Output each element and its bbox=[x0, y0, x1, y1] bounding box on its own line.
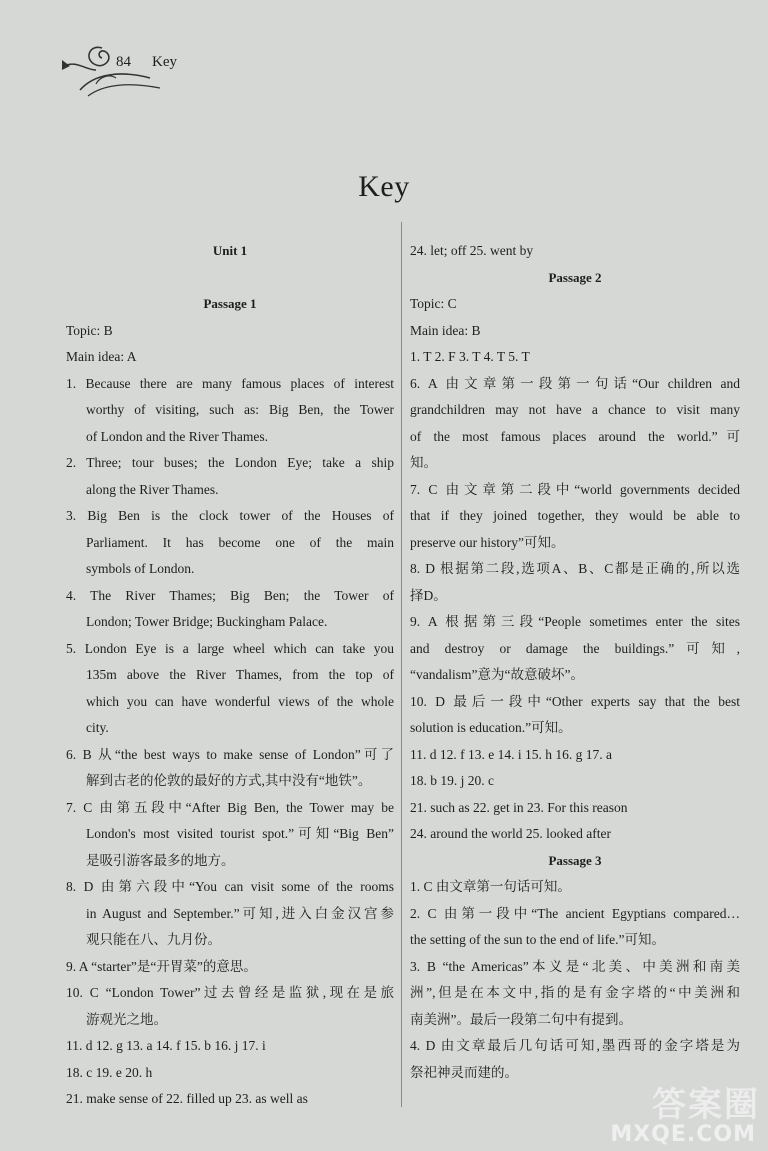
answer-line: of London and the River Thames. bbox=[86, 428, 268, 444]
answer-line: 4. The River Thames; Big Ben; the Tower of bbox=[66, 587, 394, 603]
answer-line: “vandalism”意为“故意破坏”。 bbox=[410, 667, 584, 682]
watermark bbox=[610, 1077, 760, 1147]
answer-line bbox=[66, 265, 394, 292]
answer-line: 择D。 bbox=[410, 587, 447, 603]
left-column bbox=[66, 238, 394, 1113]
answer-line: of the most famous places around the world.”可 bbox=[410, 428, 740, 444]
answer-line: Topic: B bbox=[66, 322, 113, 338]
answer-line: 5. London Eye is a large wheel which can take you bbox=[66, 640, 394, 656]
answer-line: Main idea: B bbox=[410, 322, 481, 338]
answer-line: 游观光之地。 bbox=[86, 1011, 167, 1027]
answer-line: 11. d 12. f 13. e 14. i 15. h 16. g 17. a bbox=[410, 746, 612, 762]
answer-line: symbols of London. bbox=[86, 561, 195, 576]
answer-line: 10. C “London Tower”过去曾经是监狱,现在是旅 bbox=[66, 985, 394, 1000]
answer-line: 2. Three; tour buses; the London Eye; take a ship bbox=[66, 455, 394, 470]
answer-line: 南美洲”。最后一段第二句中有提到。 bbox=[410, 1011, 632, 1027]
watermark-logo-text: 答案圈 bbox=[652, 1085, 760, 1125]
answer-line: 4. D 由文章最后几句话可知,墨西哥的金字塔是为 bbox=[410, 1038, 740, 1053]
answer-line: 观只能在八、九月份。 bbox=[86, 932, 221, 947]
answer-line: 是吸引游客最多的地方。 bbox=[86, 852, 235, 868]
header-label: Key bbox=[152, 54, 177, 70]
section-heading: Passage 3 bbox=[548, 852, 602, 868]
answer-line: 3. Big Ben is the clock tower of the Houses of bbox=[66, 508, 394, 523]
answer-line: 解到古老的伦敦的最好的方式,其中没有“地铁”。 bbox=[86, 773, 372, 788]
page-title: Key bbox=[358, 170, 410, 203]
answer-line: that if they joined together, they would be able to bbox=[410, 508, 740, 523]
answer-line: the setting of the sun to the end of life.”可知。 bbox=[410, 932, 665, 947]
section-heading: Passage 1 bbox=[203, 296, 257, 311]
answer-line: London's most visited tourist spot.”可知“Big Ben” bbox=[86, 826, 394, 841]
answer-line: 2. C 由第一段中“The ancient Egyptians compared… bbox=[410, 905, 740, 921]
answer-line: grandchildren may not have a chance to visit many bbox=[410, 402, 740, 417]
answer-line: 6. B 从“the best ways to make sense of London”可了 bbox=[66, 746, 394, 762]
section-heading: Passage 2 bbox=[548, 269, 602, 285]
answer-line: 7. C 由文章第二段中“world governments decided bbox=[410, 481, 740, 497]
answer-line: 11. d 12. g 13. a 14. f 15. b 16. j 17. i bbox=[66, 1038, 266, 1053]
answer-line: 洲”,但是在本文中,指的是有金字塔的“中美洲和 bbox=[410, 985, 740, 1000]
answer-line: 9. A 根据第三段“People sometimes enter the sites bbox=[410, 614, 740, 629]
answer-line: 祭祀神灵而建的。 bbox=[410, 1064, 518, 1080]
page-header bbox=[60, 40, 260, 110]
section-heading: Unit 1 bbox=[212, 243, 248, 258]
answer-line: 7. C 由第五段中“After Big Ben, the Tower may be bbox=[66, 799, 394, 815]
answer-line: city. bbox=[86, 720, 109, 735]
answer-line: 18. c 19. e 20. h bbox=[66, 1064, 153, 1080]
answer-line: worthy of visiting, such as: Big Ben, the Tower bbox=[86, 402, 394, 417]
answer-line: 21. such as 22. get in 23. For this reason bbox=[410, 799, 628, 815]
watermark-url: MXQE.COM bbox=[610, 1122, 756, 1147]
answer-line: 1. Because there are many famous places of interest bbox=[66, 375, 394, 391]
answer-line: in August and September.”可知,进入白金汉宫参 bbox=[86, 905, 394, 921]
answer-line: 21. make sense of 22. filled up 23. as well as bbox=[66, 1091, 308, 1106]
answer-line: London; Tower Bridge; Buckingham Palace. bbox=[86, 614, 328, 629]
right-column bbox=[410, 238, 740, 1086]
answer-line: and destroy or damage the buildings.”可知, bbox=[410, 640, 740, 656]
answer-line: 1. C 由文章第一句话可知。 bbox=[410, 879, 571, 894]
answer-line: 9. A “starter”是“开胃菜”的意思。 bbox=[66, 958, 257, 974]
answer-line: which you can have wonderful views of the whole bbox=[86, 693, 394, 709]
answer-line: 135m above the River Thames, from the top of bbox=[86, 667, 394, 682]
answer-line: 知。 bbox=[410, 455, 437, 470]
answer-line: 24. let; off 25. went by bbox=[410, 243, 534, 258]
answer-line: preserve our history”可知。 bbox=[410, 534, 565, 550]
answer-line: Parliament. It has become one of the main bbox=[86, 534, 394, 550]
page-number: 84 bbox=[116, 54, 131, 70]
answer-line: 1. T 2. F 3. T 4. T 5. T bbox=[410, 349, 530, 364]
answer-line: Main idea: A bbox=[66, 349, 137, 364]
decorative-flourish-icon bbox=[60, 40, 170, 102]
answer-line: Topic: C bbox=[410, 296, 457, 311]
answer-line: 8. D 由第六段中“You can visit some of the rooms bbox=[66, 879, 394, 894]
answer-line: 6. A 由文章第一段第一句话“Our children and bbox=[410, 375, 740, 391]
column-divider bbox=[401, 222, 402, 1107]
answer-line: 18. b 19. j 20. c bbox=[410, 773, 494, 788]
answer-line: 3. B “the Americas”本义是“北美、中美洲和南美 bbox=[410, 958, 740, 974]
answer-line: 8. D 根据第二段,选项A、B、C都是正确的,所以选 bbox=[410, 561, 740, 576]
answer-line: along the River Thames. bbox=[86, 481, 219, 497]
answer-line: 24. around the world 25. looked after bbox=[410, 826, 611, 841]
answer-line: solution is education.”可知。 bbox=[410, 720, 572, 735]
answer-line: 10. D 最后一段中“Other experts say that the best bbox=[410, 693, 740, 709]
